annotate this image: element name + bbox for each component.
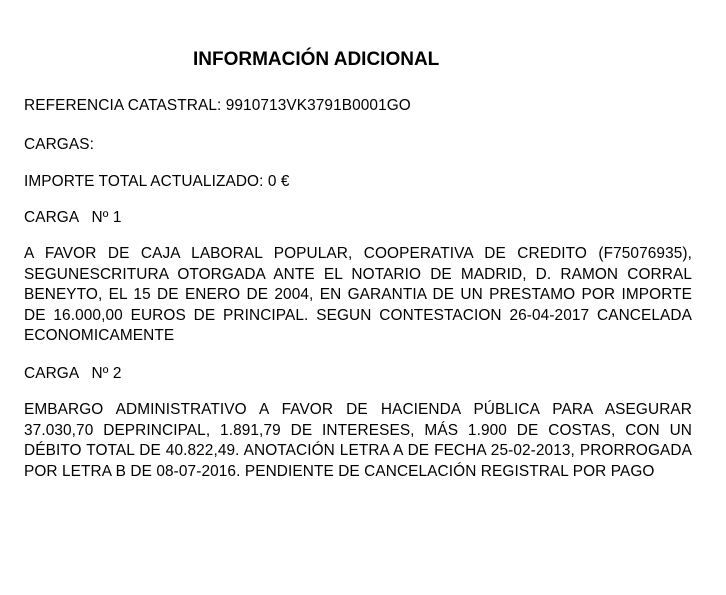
cargas-label: CARGAS: xyxy=(24,136,94,153)
referencia-catastral: REFERENCIA CATASTRAL: 9910713VK3791B0001GO xyxy=(24,97,411,114)
importe-total: IMPORTE TOTAL ACTUALIZADO: 0 € xyxy=(24,173,290,190)
carga-2-text: EMBARGO ADMINISTRATIVO A FAVOR DE HACIENDA PÚBLICA PARA ASEGURAR 37.030,70 DEPRINCIPAL, 1.891,79 DE INTERESES, MÁS 1.900 DE COSTAS, CON UN DÉBITO TOTAL DE 40.822,49. ANOTACIÓN LETRA A DE FECHA 25-02-2013, PRORROGADA POR LETRA B DE 08-07-2016. PENDIENTE DE CANCELACIÓN REGISTRAL POR PAGO xyxy=(24,401,692,480)
carga-1-text: A FAVOR DE CAJA LABORAL POPULAR, COOPERATIVA DE CREDITO (F75076935), SEGUNESCRITURA OTORGADA ANTE EL NOTARIO DE MADRID, D. RAMON CORRAL BENEYTO, EL 15 DE ENERO DE 2004, EN GARANTIA DE UN PRESTAMO POR IMPORTE DE 16.000,00 EUROS DE PRINCIPAL. SEGUN CONTESTACION 26-04-2017 CANCELADA ECONOMICAMENTE xyxy=(24,245,692,344)
carga-1-heading: CARGA Nº 1 xyxy=(24,209,122,226)
carga-2-heading: CARGA Nº 2 xyxy=(24,365,122,382)
page-title: INFORMACIÓN ADICIONAL xyxy=(193,49,440,70)
